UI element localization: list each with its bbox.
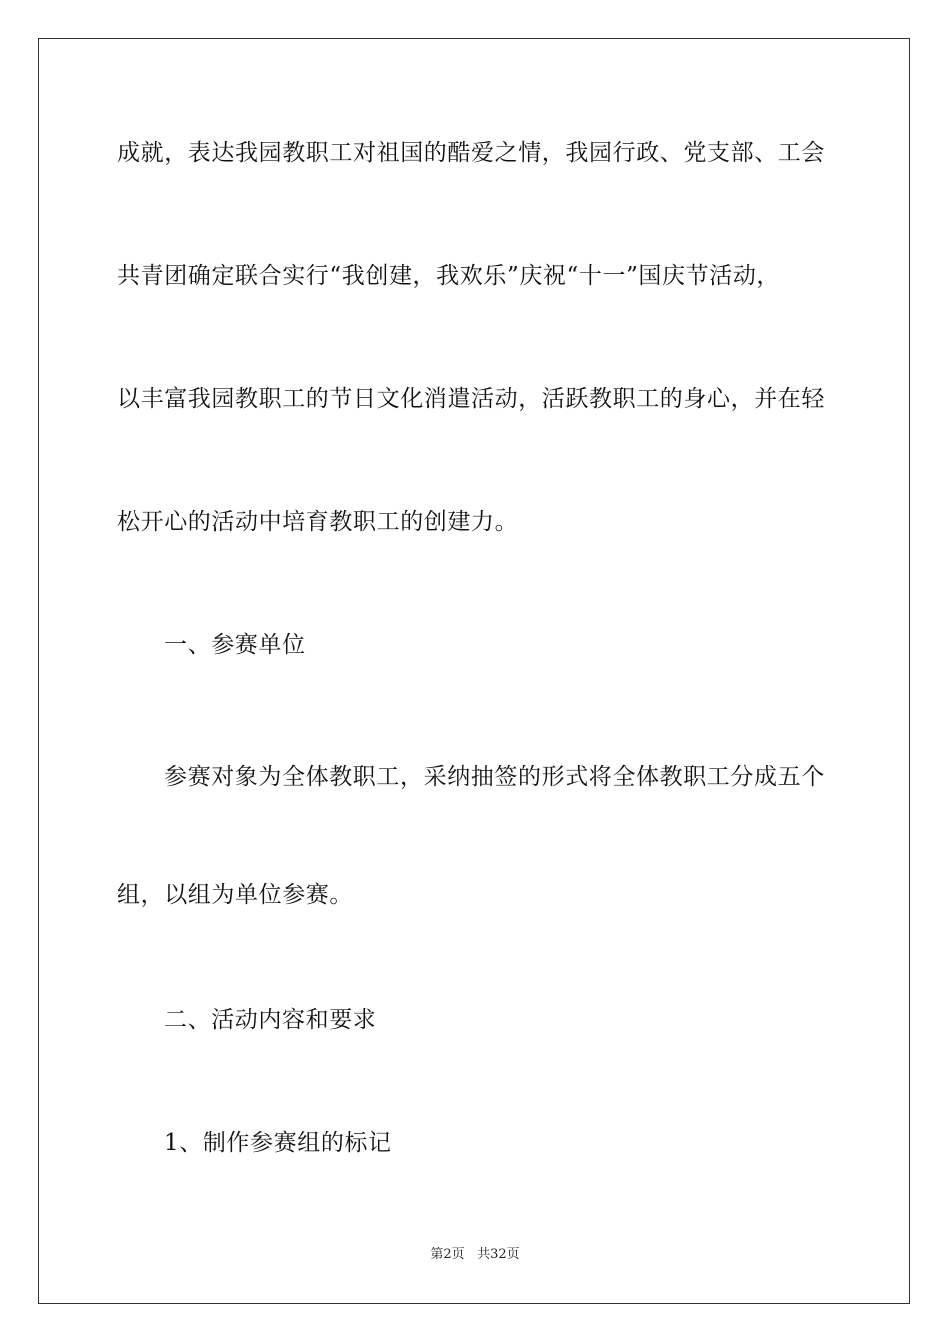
page-number: 第2页 bbox=[430, 1247, 465, 1262]
sub-heading-1: 1、制作参赛组的标记 bbox=[164, 1130, 392, 1156]
body-line-3: 以丰富我园教职工的节日文化消遣活动，活跃教职工的身心，并在轻 bbox=[117, 386, 825, 412]
section-heading-2: 二、活动内容和要求 bbox=[164, 1007, 377, 1033]
page-frame bbox=[38, 38, 910, 1304]
page-footer bbox=[0, 1246, 950, 1264]
body-line-4: 松开心的活动中培育教职工的创建力。 bbox=[117, 509, 519, 535]
body-line-2: 共青团确定联合实行“我创建，我欢乐”庆祝“十一”国庆节活动， bbox=[117, 263, 781, 289]
body-line-1: 成就，表达我园教职工对祖国的酷爱之情，我园行政、党支部、工会 bbox=[117, 140, 825, 166]
body-line-5: 参赛对象为全体教职工，采纳抽签的形式将全体教职工分成五个 bbox=[164, 764, 825, 790]
page-total: 共32页 bbox=[477, 1247, 520, 1262]
body-line-6: 组，以组为单位参赛。 bbox=[117, 882, 353, 908]
section-heading-1: 一、参赛单位 bbox=[164, 632, 306, 658]
